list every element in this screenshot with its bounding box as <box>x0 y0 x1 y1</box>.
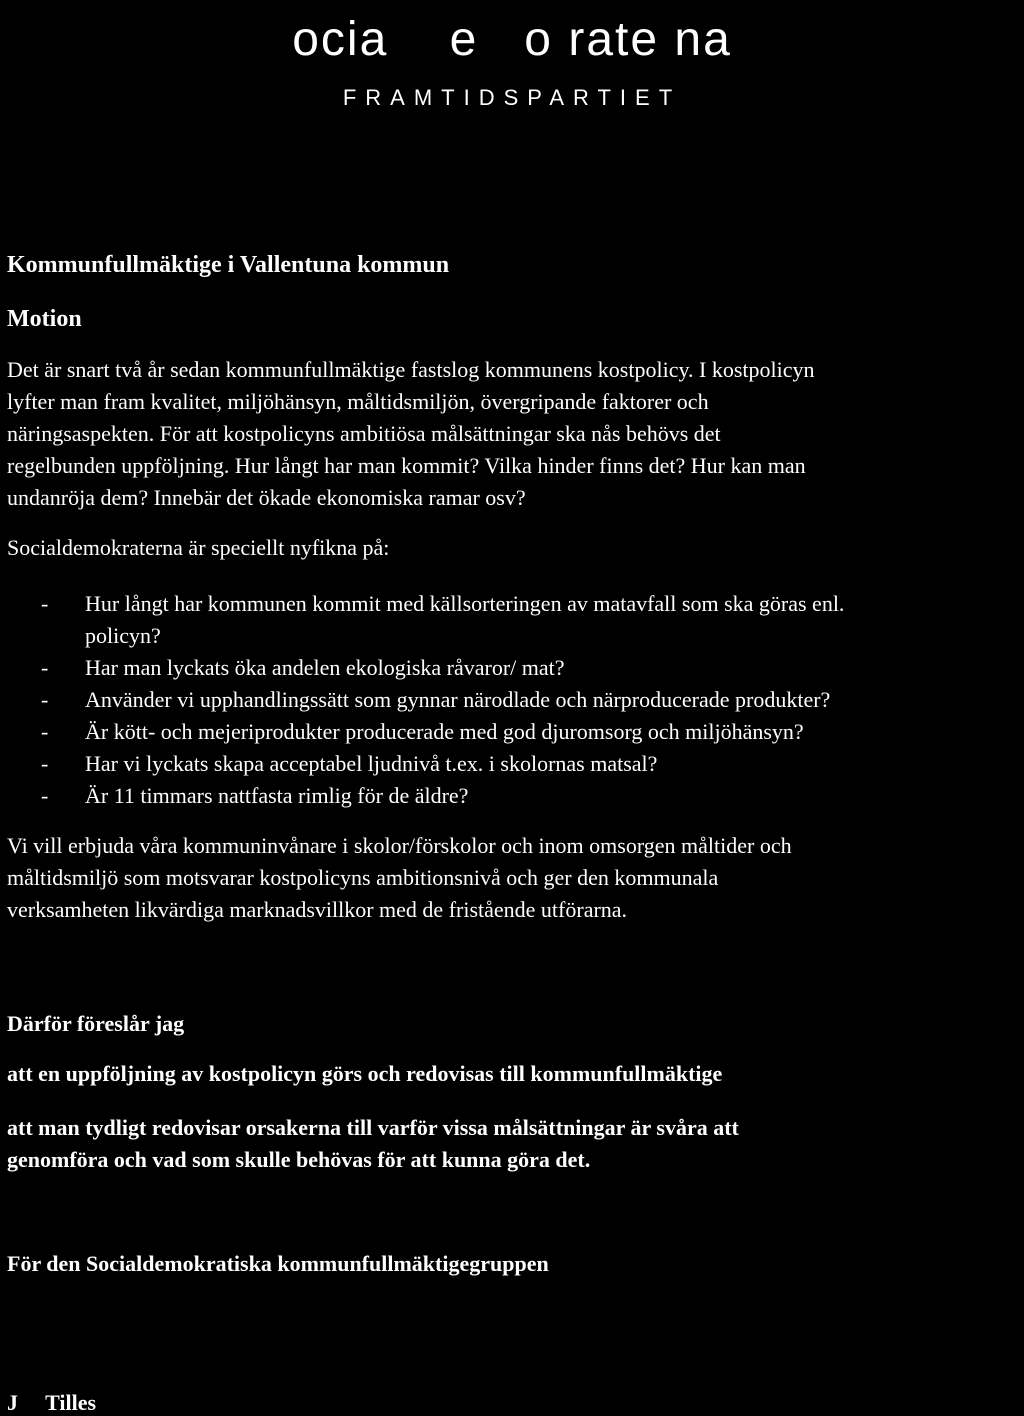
proposal-item <box>7 1112 1007 1176</box>
list-item <box>7 588 1017 652</box>
intro-line: lyfter man fram kvalitet, miljöhänsyn, måltidsmiljön, övergripande faktorer och <box>7 389 709 414</box>
document-type-heading: Motion <box>7 306 82 332</box>
proposal-line: genomföra och vad som skulle behövas för att kunna göra det. <box>7 1147 591 1172</box>
proposal-heading <box>7 1008 1007 1040</box>
question-text: Är 11 timmars nattfasta rimlig för de äldre? <box>85 783 469 808</box>
closing-line: Vi vill erbjuda våra kommuninvånare i skolor/förskolor och inom omsorgen måltider och <box>7 833 792 858</box>
party-tagline: FRAMTIDSPARTIET <box>342 85 682 110</box>
proposal-line: att en uppföljning av kostpolicyn görs och redovisas till kommunfullmäktige <box>7 1061 723 1086</box>
group-signoff <box>7 1248 1007 1280</box>
closing-line: måltidsmiljö som motsvarar kostpolicyns ambitionsnivå och ger den kommunala <box>7 865 719 890</box>
question-continuation: policyn? <box>85 623 161 648</box>
intro-line: undanröja dem? Innebär det ökade ekonomiska ramar osv? <box>7 485 526 510</box>
bullet-dash: - <box>41 687 49 712</box>
curious-intro <box>7 532 1007 564</box>
intro-line: regelbunden uppföljning. Hur långt har man kommit? Vilka hinder finns det? Hur kan man <box>7 453 806 478</box>
list-item <box>7 780 1017 812</box>
intro-line: Det är snart två år sedan kommunfullmäktige fastslog kommunens kostpolicy. I kostpolicyn <box>7 357 815 382</box>
proposal-heading-text: Därför föreslår jag <box>7 1011 185 1036</box>
intro-line: näringsaspekten. För att kostpolicyns ambitiösa målsättningar ska nås behövs det <box>7 421 721 446</box>
intro-paragraph <box>7 354 1007 514</box>
bullet-dash: - <box>41 655 49 680</box>
proposal-item <box>7 1058 1007 1090</box>
bullet-dash: - <box>41 719 49 744</box>
question-list <box>7 588 1017 812</box>
bullet-dash: - <box>41 751 49 776</box>
group-signoff-text: För den Socialdemokratiska kommunfullmäktigegruppen <box>7 1251 549 1276</box>
closing-line: verksamheten likvärdiga marknadsvillkor med de fristående utförarna. <box>7 897 628 922</box>
bullet-dash: - <box>41 783 49 808</box>
addressee-heading: Kommunfullmäktige i Vallentuna kommun <box>7 252 450 278</box>
closing-paragraph <box>7 830 1007 926</box>
bullet-dash: - <box>41 591 49 616</box>
curious-intro-text: Socialdemokraterna är speciellt nyfikna på: <box>7 535 390 560</box>
list-item <box>7 716 1017 748</box>
question-text: Har vi lyckats skapa acceptabel ljudnivå t.ex. i skolornas matsal? <box>85 751 658 776</box>
list-item <box>7 748 1017 780</box>
question-text: Har man lyckats öka andelen ekologiska råvaror/ mat? <box>85 655 565 680</box>
list-item <box>7 684 1017 716</box>
question-text: Hur långt har kommunen kommit med källsorteringen av matavfall som ska göras enl. <box>85 591 845 616</box>
party-logo-text: ocia e o rate na <box>292 13 732 66</box>
list-item <box>7 652 1017 684</box>
signature: J Tilles <box>7 1390 97 1415</box>
question-text: Är kött- och mejeriprodukter producerade med god djuromsorg och miljöhänsyn? <box>85 719 804 744</box>
question-text: Använder vi upphandlingssätt som gynnar närodlade och närproducerade produkter? <box>85 687 831 712</box>
proposal-line: att man tydligt redovisar orsakerna till varför vissa målsättningar är svåra att <box>7 1115 739 1140</box>
